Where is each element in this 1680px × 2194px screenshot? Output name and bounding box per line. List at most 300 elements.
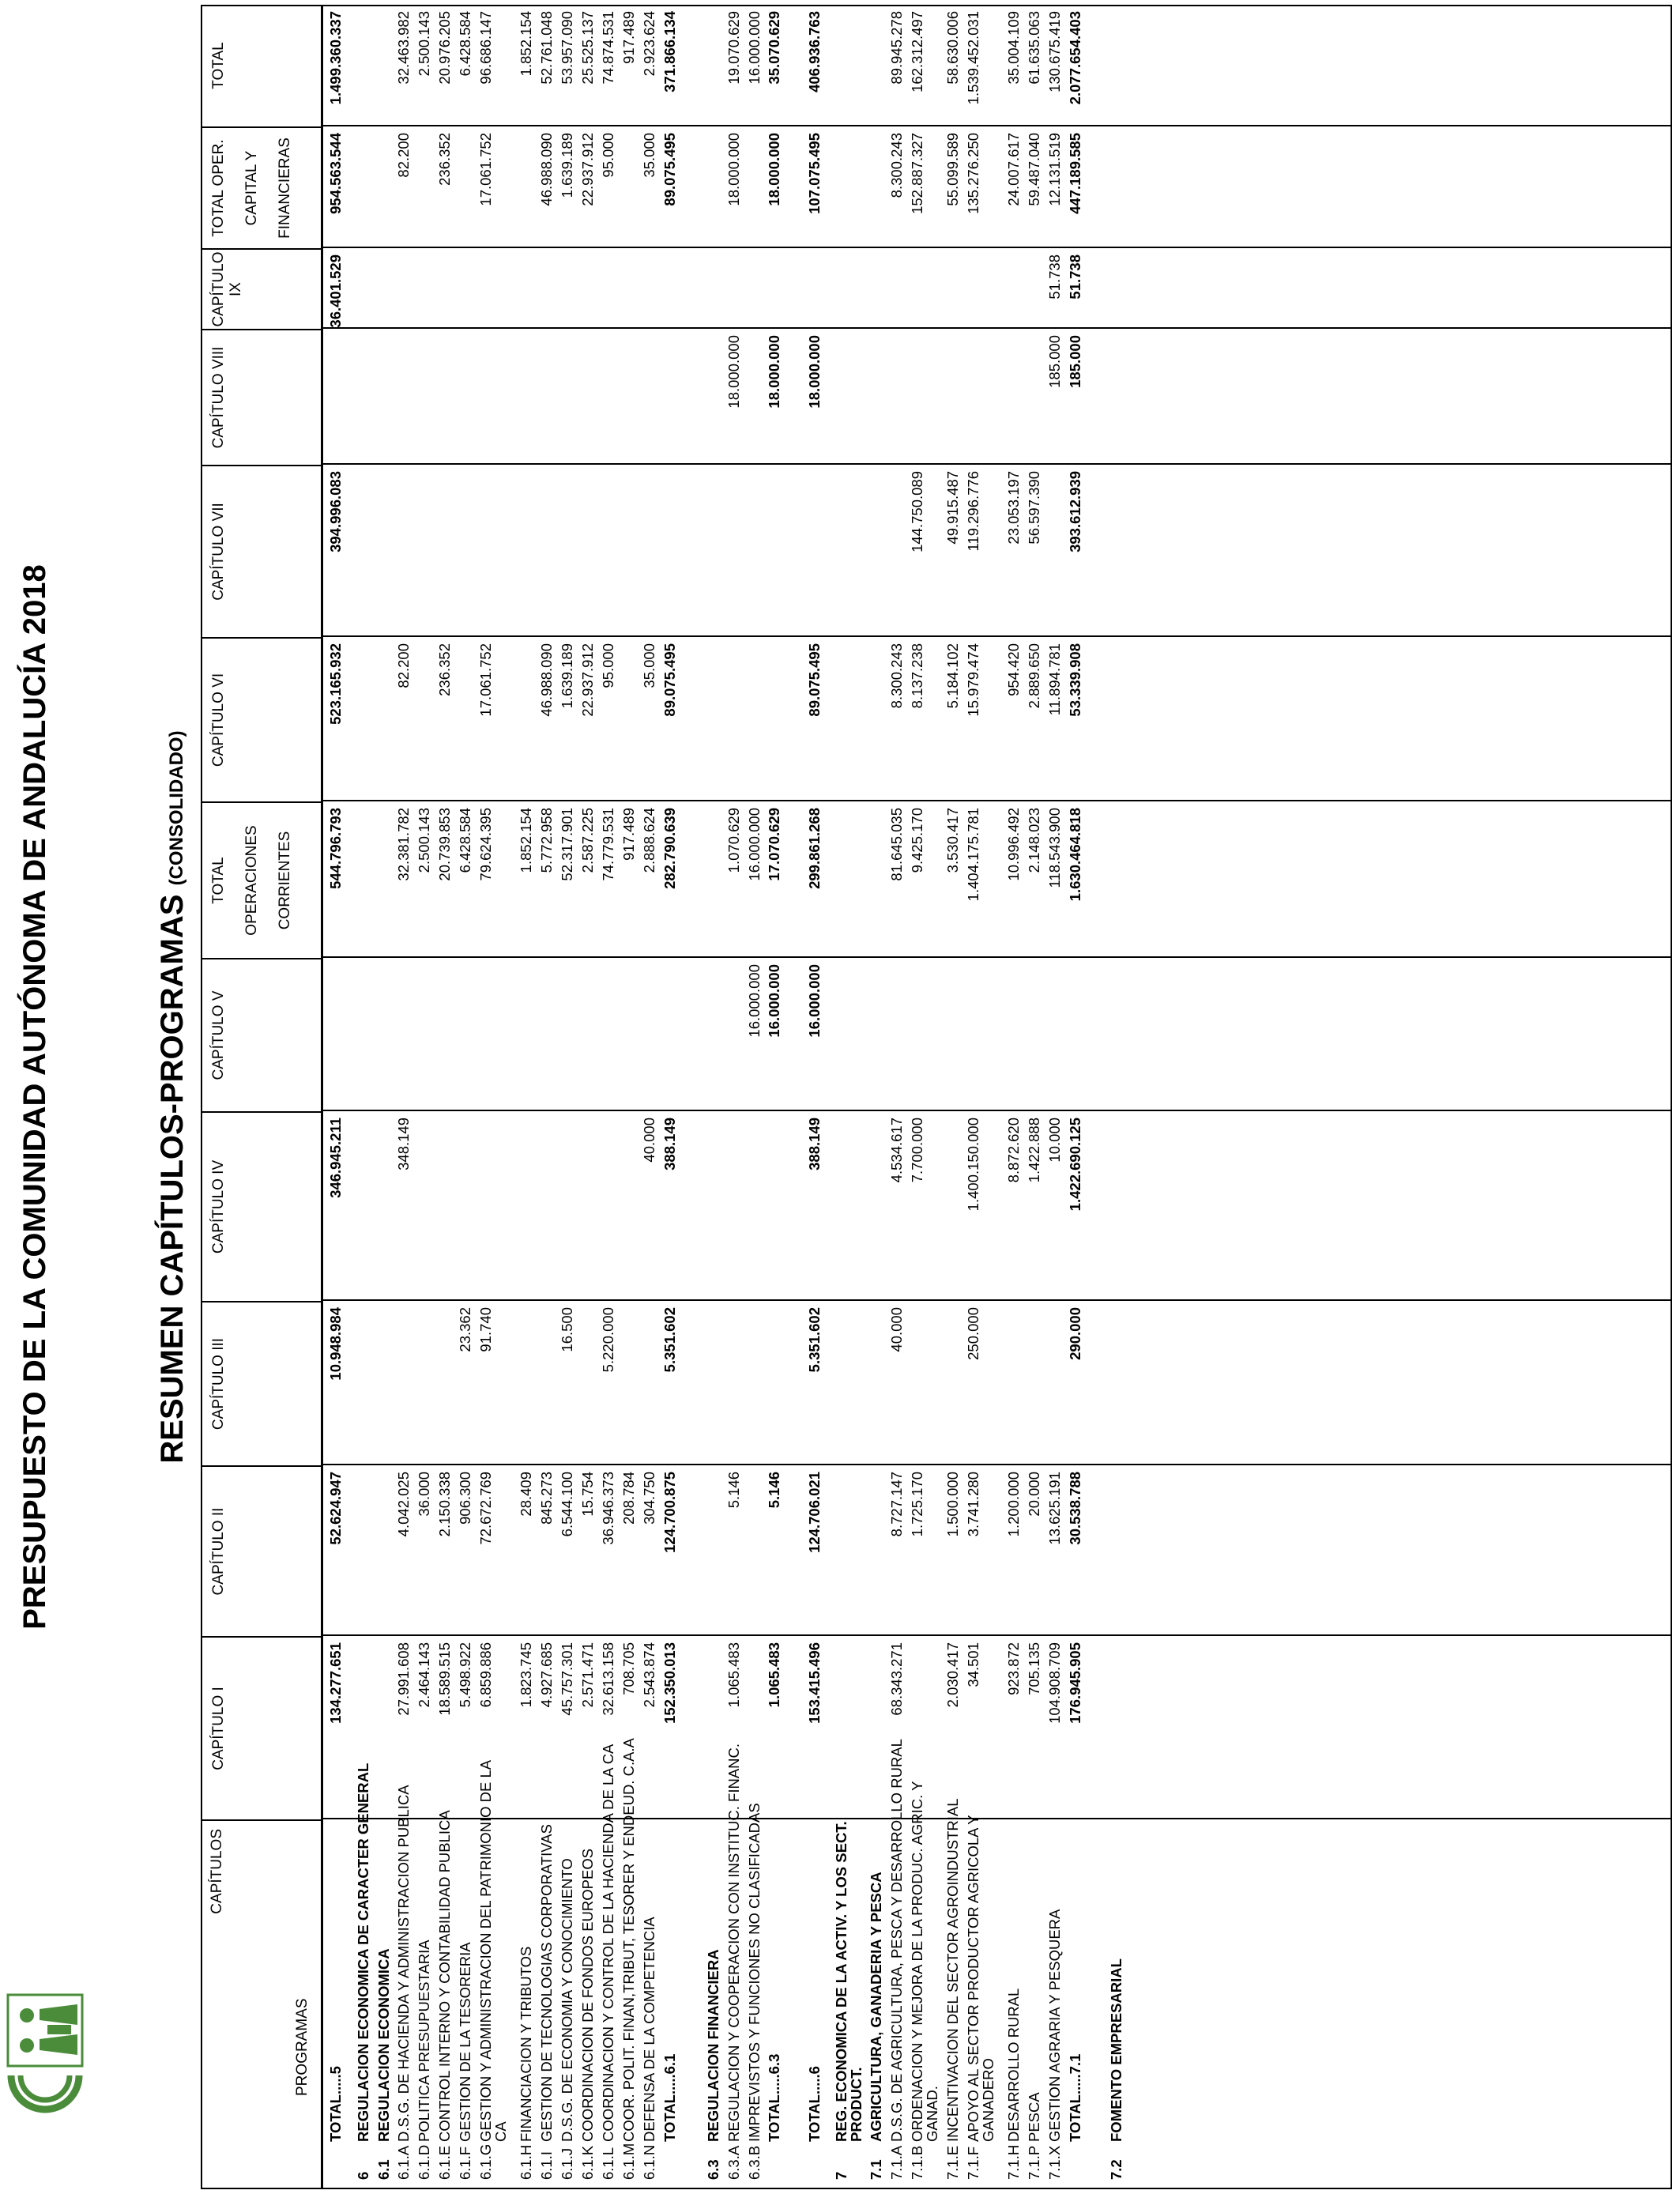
cell-total: 74.874.531 [600, 11, 616, 85]
cell-cap2: 36.000 [416, 1472, 432, 1517]
header-total-label: TOTAL [210, 42, 227, 89]
cell-cap1: 923.872 [1005, 1642, 1022, 1695]
cell-toc: 1.404.175.781 [965, 808, 981, 902]
cell-toc: 32.381.782 [395, 808, 412, 881]
row-code: 6.1.K [579, 2145, 596, 2180]
cell-total: 96.686.147 [477, 11, 494, 85]
cell-cap2: 1.500.000 [944, 1472, 961, 1537]
cell-toc: 74.779.531 [600, 808, 616, 881]
cell-cap1: 4.927.685 [538, 1642, 555, 1708]
row-name-continued: PRODUCT. [848, 2067, 864, 2142]
row-name: TOTAL.....6 [806, 2066, 823, 2142]
cell-toc: 5.772.958 [538, 808, 555, 873]
cell-cap2: 845.273 [538, 1472, 555, 1525]
row-code: 7.1.F [965, 2146, 981, 2180]
row-code: 7.1.H [1005, 2144, 1022, 2180]
cell-tocf: 82.200 [395, 133, 412, 178]
cell-toc: 20.739.853 [436, 808, 453, 881]
table-row [724, 6, 744, 2188]
table-row [1065, 6, 1086, 2188]
table-row [1106, 6, 1127, 2188]
cell-cap3: 5.351.602 [806, 1307, 823, 1373]
cell-cap8: 185.000 [1067, 335, 1083, 388]
row-code: 7.1.E [944, 2145, 961, 2180]
cell-tocf: 17.061.752 [477, 133, 494, 206]
cell-cap6: 35.000 [641, 643, 657, 688]
cell-tocf: 447.189.585 [1067, 133, 1083, 214]
cell-cap2: 124.706.021 [806, 1472, 823, 1553]
cell-toc: 2.587.225 [579, 808, 596, 873]
cell-cap2: 304.750 [641, 1472, 657, 1525]
cell-cap2: 13.625.191 [1046, 1472, 1063, 1545]
row-code: 6 [355, 2171, 371, 2180]
cell-cap4: 8.872.620 [1005, 1118, 1022, 1183]
cell-total: 1.499.360.337 [327, 11, 344, 105]
header-cap8-label: CAPÍTULO VIII [210, 346, 227, 449]
cell-cap1: 705.135 [1026, 1642, 1042, 1695]
cell-tocf: 135.276.250 [965, 133, 981, 214]
junta-andalucia-logo [2, 1989, 89, 2123]
cell-cap2: 1.200.000 [1005, 1472, 1022, 1537]
row-code: 6.1.F [457, 2146, 473, 2180]
cell-tocf: 59.487.040 [1026, 133, 1042, 206]
cell-cap6: 17.061.752 [477, 643, 494, 717]
cell-cap4: 40.000 [641, 1118, 657, 1163]
cell-cap8: 185.000 [1046, 335, 1063, 388]
table-row [639, 6, 660, 2188]
row-name: TOTAL.....7.1 [1067, 2053, 1083, 2142]
cell-toc: 544.796.793 [327, 808, 344, 889]
cell-toc: 10.996.492 [1005, 808, 1022, 881]
row-code: 6.1.I [538, 2151, 555, 2180]
cell-total: 2.500.143 [416, 11, 432, 77]
table-row [1024, 6, 1045, 2188]
table-row [1045, 6, 1065, 2188]
cell-cap2: 906.300 [457, 1472, 473, 1525]
row-name-continued: GANAD. [924, 2086, 940, 2142]
cell-cap1: 68.343.271 [888, 1642, 905, 1716]
cell-cap2: 3.741.280 [965, 1472, 981, 1537]
cell-cap1: 1.065.483 [725, 1642, 742, 1708]
row-code: 7.1 [868, 2159, 884, 2180]
cell-toc: 3.530.417 [944, 808, 961, 873]
table-row [435, 6, 455, 2188]
cell-cap6: 1.639.189 [559, 643, 575, 709]
table-row [1004, 6, 1024, 2188]
row-name-continued: CA [492, 2121, 509, 2142]
row-name: REGULACION ECONOMICA [375, 1948, 392, 2142]
cell-cap1: 5.498.922 [457, 1642, 473, 1708]
row-code: 7.1.A [888, 2145, 905, 2180]
cell-total: 58.630.006 [944, 11, 961, 85]
table-row [578, 6, 598, 2188]
cell-toc: 118.543.900 [1046, 808, 1063, 888]
row-name: REG. ECONOMICA DE LA ACTIV. Y LOS SECT. [833, 1821, 849, 2142]
cell-cap3: 91.740 [477, 1307, 494, 1352]
row-code: 6.1.E [436, 2145, 453, 2180]
cell-cap6: 89.075.495 [806, 643, 823, 717]
row-code: 7.1.P [1026, 2145, 1042, 2180]
cell-cap3: 250.000 [965, 1307, 981, 1360]
row-name: FOMENTO EMPRESARIAL [1108, 1958, 1124, 2142]
cell-cap1: 34.501 [965, 1642, 981, 1687]
cell-cap2: 36.946.373 [600, 1472, 616, 1545]
cell-total: 162.312.497 [909, 11, 925, 92]
table-row [455, 6, 476, 2188]
table-row [831, 6, 864, 2188]
cell-toc: 6.428.584 [457, 808, 473, 873]
header-tocf-line: CAPITAL Y [243, 150, 260, 226]
row-code: 7.1.B [909, 2145, 925, 2180]
row-name: D.S.G. DE ECONOMIA Y CONOCIMIENTO [559, 1858, 575, 2142]
cell-total: 371.866.134 [661, 11, 678, 92]
table-row [537, 6, 557, 2188]
cell-cap6: 95.000 [600, 643, 616, 688]
cell-toc: 2.148.023 [1026, 808, 1042, 873]
cell-total: 19.070.629 [725, 11, 742, 85]
cell-cap1: 708.705 [620, 1642, 637, 1695]
header-cap9-label: CAPÍTULO IX [210, 251, 244, 327]
cell-cap4: 346.945.211 [327, 1118, 344, 1198]
table-row [516, 6, 537, 2188]
cell-cap3: 23.362 [457, 1307, 473, 1352]
cell-total: 61.635.063 [1026, 11, 1042, 85]
row-name: GESTION Y ADMINISTRACION DEL PATRIMONIO DE LA [477, 1759, 494, 2142]
cell-tocf: 24.007.617 [1005, 133, 1022, 206]
cell-cap4: 388.149 [806, 1118, 823, 1171]
header-cap5-label: CAPÍTULO V [210, 990, 227, 1080]
cell-cap7: 394.996.083 [327, 471, 344, 552]
cell-total: 2.077.654.403 [1067, 11, 1083, 105]
cell-cap2: 124.700.875 [661, 1472, 678, 1553]
cell-tocf: 8.300.243 [888, 133, 905, 198]
row-name: REGULACION Y COOPERACION CON INSTITUC. FINANC. [725, 1743, 742, 2142]
row-name: AGRICULTURA, GANADERIA Y PESCA [868, 1872, 884, 2142]
cell-tocf: 89.075.495 [661, 133, 678, 206]
cell-cap1: 1.823.745 [518, 1642, 534, 1708]
page-title: PRESUPUESTO DE LA COMUNIDAD AUTÓNOMA DE ANDALUCÍA 2018 [17, 564, 52, 1630]
header-cap1-label: CAPÍTULO I [210, 1687, 227, 1770]
table-row [703, 6, 724, 2188]
cell-cap1: 32.613.158 [600, 1642, 616, 1716]
table-row [394, 6, 414, 2188]
cell-cap8: 18.000.000 [766, 335, 782, 409]
table-row [326, 6, 346, 2188]
cell-cap1: 27.991.608 [395, 1642, 412, 1716]
cell-toc: 17.070.629 [766, 808, 782, 881]
cell-cap1: 45.757.301 [559, 1642, 575, 1716]
header-toc-line: TOTAL [210, 857, 227, 904]
row-name: GESTION DE TECNOLOGIAS CORPORATIVAS [538, 1824, 555, 2142]
table-row [414, 6, 435, 2188]
cell-cap7: 119.296.776 [965, 471, 981, 552]
cell-tocf: 236.352 [436, 133, 453, 186]
cell-cap2: 15.754 [579, 1472, 596, 1517]
subtitle-text: RESUMEN CAPÍTULOS-PROGRAMAS [155, 894, 190, 1464]
cell-total: 25.525.137 [579, 11, 596, 85]
row-name: REGULACION ECONOMICA DE CARACTER GENERAL [355, 1762, 371, 2142]
subtitle-note: (CONSOLIDADO) [166, 730, 187, 886]
cell-cap3: 16.500 [559, 1307, 575, 1352]
cell-toc: 81.645.035 [888, 808, 905, 881]
cell-total: 53.957.090 [559, 11, 575, 85]
cell-cap1: 18.589.515 [436, 1642, 453, 1716]
header-cap4-label: CAPÍTULO IV [210, 1159, 227, 1254]
cell-cap6: 11.894.781 [1046, 643, 1063, 716]
header-tocf-line: TOTAL OPER. [210, 139, 227, 237]
cell-total: 130.675.419 [1046, 11, 1063, 92]
cell-cap1: 176.945.905 [1067, 1642, 1083, 1724]
cell-total: 1.852.154 [518, 11, 534, 77]
row-name: COORDINACION DE FONDOS EUROPEOS [579, 1848, 596, 2142]
cell-cap2: 2.150.338 [436, 1472, 453, 1537]
table-row [374, 6, 394, 2188]
cell-cap7: 23.053.197 [1005, 471, 1022, 545]
row-code: 6.1.G [477, 2143, 494, 2180]
cell-cap1: 2.030.417 [944, 1642, 961, 1708]
cell-cap6: 236.352 [436, 643, 453, 696]
row-code: 7.2 [1108, 2159, 1124, 2180]
cell-toc: 9.425.170 [909, 808, 925, 873]
row-code: 7 [833, 2171, 849, 2180]
table-row [764, 6, 785, 2188]
table-row [660, 6, 680, 2188]
cell-cap8: 18.000.000 [725, 335, 742, 409]
row-name: TOTAL.....5 [327, 2066, 344, 2142]
cell-toc: 2.500.143 [416, 808, 432, 873]
cell-toc: 282.790.639 [661, 808, 678, 889]
cell-cap3: 10.948.984 [327, 1307, 344, 1381]
cell-cap2: 28.409 [518, 1472, 534, 1517]
table-row [866, 6, 887, 2188]
cell-cap2: 8.727.147 [888, 1472, 905, 1537]
cell-total: 6.428.584 [457, 11, 473, 77]
cell-cap6: 523.165.932 [327, 643, 344, 725]
cell-cap4: 10.000 [1046, 1118, 1063, 1163]
cell-cap9: 51.738 [1046, 254, 1063, 300]
header-total [202, 5, 321, 126]
cell-cap4: 1.400.150.000 [965, 1118, 981, 1212]
cell-total: 16.000.000 [746, 11, 763, 85]
table-row [804, 6, 825, 2188]
row-name: POLITICA PRESUPUESTARIA [416, 1940, 432, 2142]
header-cap3-label: CAPÍTULO III [210, 1337, 227, 1431]
row-code: 6.3.B [746, 2145, 763, 2180]
cell-tocf: 46.988.090 [538, 133, 555, 206]
table-row [963, 6, 996, 2188]
cell-tocf: 152.887.327 [909, 133, 925, 214]
row-name: ORDENACION Y MEJORA DE LA PRODUC. AGRIC. Y [909, 1781, 925, 2142]
cell-cap4: 7.700.000 [909, 1118, 925, 1183]
table-row [557, 6, 578, 2188]
cell-total: 2.923.624 [641, 11, 657, 77]
cell-cap4: 348.149 [395, 1118, 412, 1171]
cell-total: 1.539.452.031 [965, 11, 981, 105]
row-code: 6.1.L [600, 2147, 616, 2180]
cell-toc: 1.630.464.818 [1067, 808, 1083, 902]
cell-toc: 79.624.395 [477, 808, 494, 881]
cell-total: 35.004.109 [1005, 11, 1022, 85]
cell-cap2: 20.000 [1026, 1472, 1042, 1517]
header-cap9 [202, 248, 321, 329]
row-name: D.S.G. DE AGRICULTURA, PESCA Y DESARROLLO RURAL [888, 1739, 905, 2142]
row-code: 6.1.J [559, 2147, 575, 2180]
header-cap3 [202, 1301, 321, 1465]
header-cap4 [202, 1111, 321, 1301]
row-name: FINANCIACION Y TRIBUTOS [518, 1946, 534, 2142]
row-name: REGULACION FINANCIERA [705, 1949, 721, 2142]
cell-cap7: 56.597.390 [1026, 471, 1042, 545]
cell-tocf: 22.937.912 [579, 133, 596, 206]
cell-toc: 2.888.624 [641, 808, 657, 873]
cell-cap1: 6.859.886 [477, 1642, 494, 1708]
row-name: COOR. POLIT. FINAN,TRIBUT, TESORER Y ENDEUD. C.A.A [620, 1738, 637, 2142]
table-row [353, 6, 374, 2188]
cell-cap4: 4.534.617 [888, 1118, 905, 1183]
header-tocf-line: FINANCIERAS [277, 138, 293, 239]
cell-total: 35.070.629 [766, 11, 782, 85]
row-name: DEFENSA DE LA COMPETENCIA [641, 1917, 657, 2142]
cell-cap2: 1.725.170 [909, 1472, 925, 1537]
row-name: D.S.G. DE HACIENDA Y ADMINISTRACION PUBLICA [395, 1785, 412, 2142]
row-code: 6.1.N [641, 2144, 657, 2180]
cell-cap1: 2.543.874 [641, 1642, 657, 1708]
cell-tocf: 954.563.544 [327, 133, 344, 214]
row-code: 7.1.X [1046, 2145, 1063, 2180]
row-name-continued: GANADERO [980, 2058, 996, 2142]
cell-tocf: 18.000.000 [766, 133, 782, 206]
cell-toc: 1.852.154 [518, 808, 534, 873]
cell-cap2: 72.672.769 [477, 1472, 494, 1545]
table-row [598, 6, 619, 2188]
cell-tocf: 107.075.495 [806, 133, 823, 214]
cell-toc: 299.861.268 [806, 808, 823, 889]
row-name: CONTROL INTERNO Y CONTABILIDAD PUBLICA [436, 1810, 453, 2142]
cell-cap1: 2.571.471 [579, 1642, 596, 1708]
cell-total: 52.761.048 [538, 11, 555, 85]
cell-cap6: 22.937.912 [579, 643, 596, 717]
cell-cap3: 5.220.000 [600, 1307, 616, 1373]
cell-cap2: 5.146 [766, 1472, 782, 1509]
header-toc-line: CORRIENTES [277, 831, 293, 930]
header-cap2-label: CAPÍTULO II [210, 1507, 227, 1596]
cell-total: 917.489 [620, 11, 637, 64]
cell-cap7: 144.750.089 [909, 471, 925, 552]
row-name: DESARROLLO RURAL [1005, 1988, 1022, 2142]
cell-cap9: 36.401.529 [327, 254, 344, 328]
row-name: PESCA [1026, 2092, 1042, 2142]
cell-cap1: 152.350.013 [661, 1642, 678, 1724]
header-cap7-label: CAPÍTULO VII [210, 503, 227, 601]
row-name: TOTAL.....6.1 [661, 2053, 678, 2142]
header-cap5 [202, 958, 321, 1111]
row-code: 6.1.D [416, 2144, 432, 2180]
row-name: COORDINACION Y CONTROL DE LA HACIENDA DE LA CA [600, 1744, 616, 2142]
header-cap2 [202, 1465, 321, 1636]
cell-cap5: 16.000.000 [806, 964, 823, 1038]
cell-cap2: 5.146 [725, 1472, 742, 1509]
header-toc-line: OPERACIONES [243, 825, 260, 936]
cell-cap1: 153.415.496 [806, 1642, 823, 1724]
header-programas: PROGRAMAS [294, 1998, 311, 2096]
header-tocf [202, 126, 321, 248]
row-code: 6.3 [705, 2159, 721, 2180]
header-label [202, 1819, 321, 2188]
cell-cap6: 954.420 [1005, 643, 1022, 696]
cell-tocf: 35.000 [641, 133, 657, 178]
table-row [476, 6, 509, 2188]
cell-cap4: 1.422.690.125 [1067, 1118, 1083, 1212]
header-capitulos: CAPÍTULOS [209, 1829, 225, 1914]
cell-total: 20.976.205 [436, 11, 453, 85]
cell-cap3: 5.351.602 [661, 1307, 678, 1373]
cell-cap1: 134.277.651 [327, 1642, 344, 1724]
cell-toc: 1.070.629 [725, 808, 742, 873]
row-name: IMPREVISTOS Y FUNCIONES NO CLASIFICADAS [746, 1803, 763, 2142]
row-name: GESTION AGRARIA Y PESQUERA [1046, 1909, 1063, 2142]
cell-tocf: 55.099.589 [944, 133, 961, 206]
header-divider [321, 6, 323, 2188]
row-name: APOYO AL SECTOR PRODUCTOR AGRICOLA Y [965, 1815, 981, 2142]
header-cap7 [202, 465, 321, 637]
header-cap8 [202, 329, 321, 465]
cell-cap6: 8.137.238 [909, 643, 925, 709]
cell-cap6: 2.889.650 [1026, 643, 1042, 709]
table-row [907, 6, 940, 2188]
cell-cap1: 104.908.709 [1046, 1642, 1063, 1724]
header-cap1 [202, 1636, 321, 1819]
cell-cap3: 290.000 [1067, 1307, 1083, 1360]
budget-table [201, 5, 1672, 2189]
row-name: GESTION DE LA TESORERIA [457, 1942, 473, 2142]
cell-toc: 16.000.000 [746, 808, 763, 881]
cell-tocf: 12.131.519 [1046, 133, 1063, 206]
cell-cap6: 53.339.908 [1067, 643, 1083, 717]
table-row [887, 6, 907, 2188]
cell-total: 89.945.278 [888, 11, 905, 85]
row-name: INCENTIVACION DEL SECTOR AGROINDUSTRIAL [944, 1798, 961, 2142]
cell-cap6: 8.300.243 [888, 643, 905, 709]
row-code: 6.1.A [395, 2145, 412, 2180]
cell-cap9: 51.738 [1067, 254, 1083, 300]
cell-cap6: 5.184.102 [944, 643, 961, 709]
row-code: 6.1.M [620, 2143, 637, 2180]
cell-cap6: 46.988.090 [538, 643, 555, 717]
row-code: 6.3.A [725, 2145, 742, 2180]
cell-cap2: 6.544.100 [559, 1472, 575, 1537]
row-code: 6.1.H [518, 2144, 534, 2180]
cell-cap8: 18.000.000 [806, 335, 823, 409]
cell-total: 32.463.982 [395, 11, 412, 85]
cell-cap7: 393.612.939 [1067, 471, 1083, 552]
cell-toc: 52.317.901 [559, 808, 575, 881]
table-row [744, 6, 765, 2188]
cell-cap3: 40.000 [888, 1307, 905, 1352]
cell-cap5: 16.000.000 [766, 964, 782, 1038]
cell-cap6: 15.979.474 [965, 643, 981, 717]
header-cap6-label: CAPÍTULO VI [210, 673, 227, 767]
cell-cap1: 2.464.143 [416, 1642, 432, 1708]
cell-cap6: 82.200 [395, 643, 412, 688]
row-name: TOTAL.....6.3 [766, 2053, 782, 2142]
table-row [619, 6, 639, 2188]
header-cap6 [202, 637, 321, 801]
page-subtitle [155, 0, 190, 2194]
cell-cap6: 89.075.495 [661, 643, 678, 717]
cell-cap2: 4.042.025 [395, 1472, 412, 1537]
cell-cap2: 52.624.947 [327, 1472, 344, 1545]
cell-cap7: 49.915.487 [944, 471, 961, 545]
